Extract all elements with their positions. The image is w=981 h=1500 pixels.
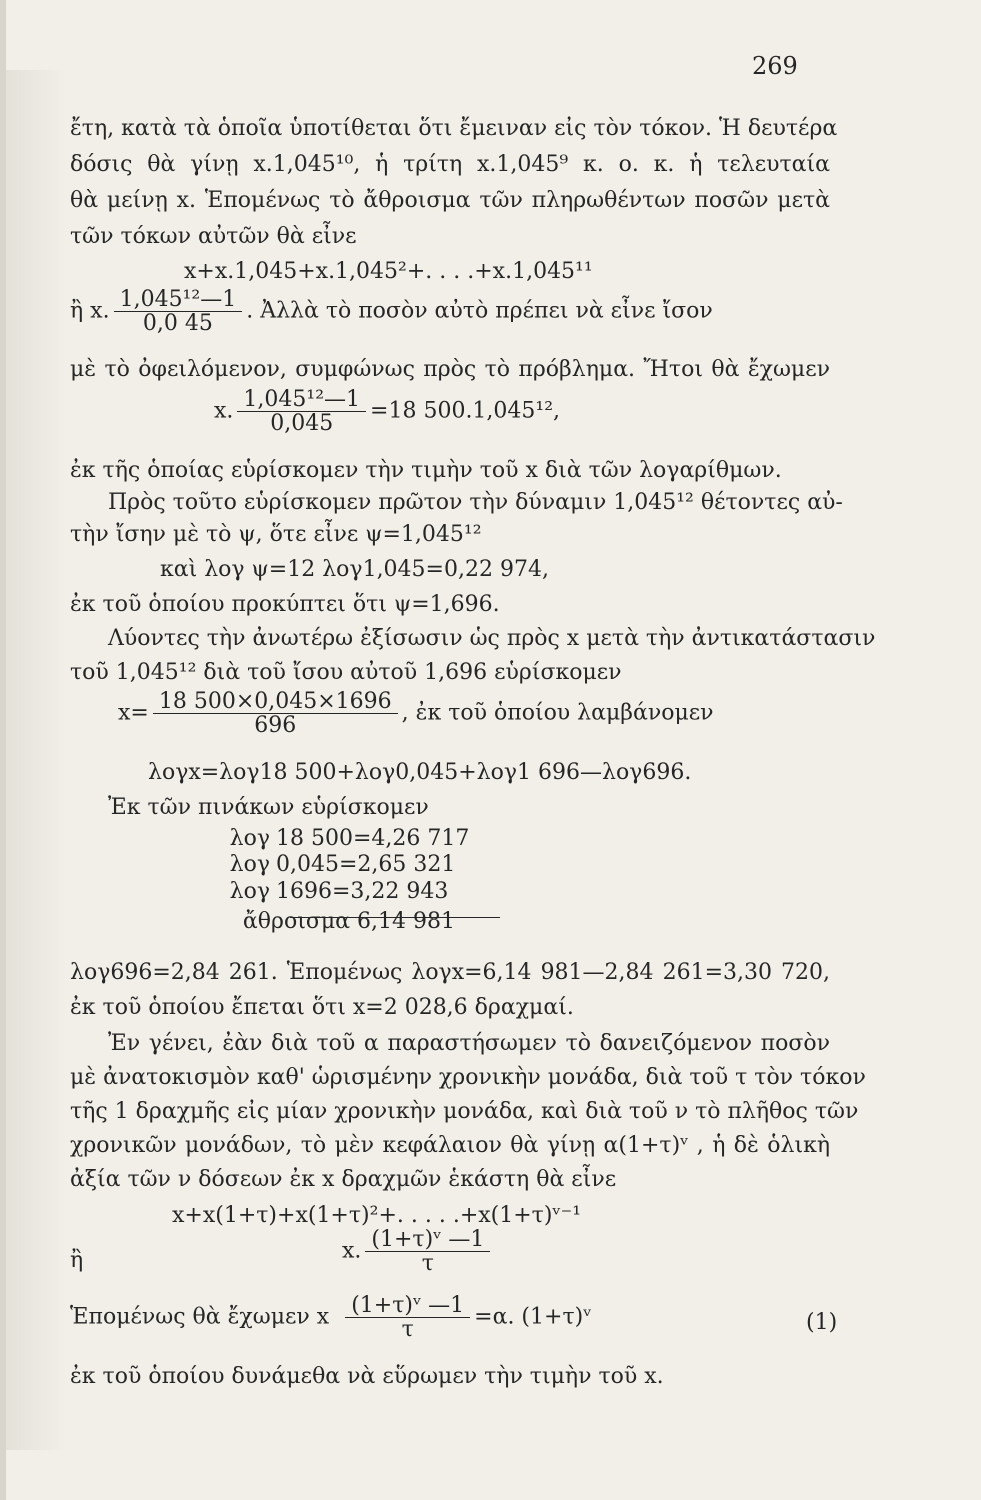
text-line: τὴν ἴσην μὲ τὸ ψ, ὅτε εἶνε ψ=1,045¹² <box>70 522 482 547</box>
equation-line: λογx=λογ18 500+λογ0,045+λογ1 696—λογ696. <box>148 760 692 785</box>
equation-prefix: ἢ x. <box>70 298 110 324</box>
equation-prefix: Ἑπομένως θὰ ἔχωμεν x <box>70 1304 330 1330</box>
equation-suffix: =18 500.1,045¹², <box>370 398 561 424</box>
text-line: ἔτη, κατὰ τὰ ὁποῖα ὑποτίθεται ὅτι ἔμειναν εἰς τὸν τόκον. Ἡ δευτέρα <box>70 116 838 141</box>
equation-sum: x+x(1+τ)+x(1+τ)²+. . . . .+x(1+τ)ᵛ⁻¹ <box>172 1203 582 1228</box>
text-line: καὶ λογ ψ=12 λογ1,045=0,22 974, <box>160 557 549 582</box>
equation-prefix: x= <box>118 700 149 726</box>
text-line: Ἐν γένει, ἐὰν διὰ τοῦ α παραστήσωμεν τὸ δανειζόμενον ποσὸν <box>108 1031 830 1056</box>
row-label: λογ <box>229 826 270 851</box>
table-row <box>150 826 469 852</box>
fraction <box>345 1294 470 1341</box>
logarithm-table <box>150 826 469 936</box>
numerator: (1+τ)ᵛ —1 <box>345 1294 470 1318</box>
table-row <box>150 852 469 878</box>
text-line: ἐκ τῆς ὁποίας εὑρίσκομεν τὴν τιμὴν τοῦ x διὰ τῶν λογαρίθμων. <box>70 458 782 483</box>
text-line: ἀξία τῶν ν δόσεων ἐκ x δραχμῶν ἑκάστη θὰ εἶνε <box>70 1167 617 1192</box>
row-value: 18 500=4,26 717 <box>276 826 470 851</box>
text-line: Ἐκ τῶν πινάκων εὑρίσκομεν <box>108 795 429 820</box>
equation-suffix: . Ἀλλὰ τὸ ποσὸν αὐτὸ πρέπει νὰ εἶνε ἴσον <box>246 298 713 324</box>
equation-fraction-line <box>70 288 713 335</box>
denominator: 0,045 <box>270 411 334 437</box>
row-value: 1696=3,22 943 <box>276 878 449 904</box>
row-value: 0,045=2,65 321 <box>276 852 456 878</box>
text-line: Πρὸς τοῦτο εὑρίσκομεν πρῶτον τὴν δύναμιν 1,045¹² θέτοντες αὐ- <box>108 490 843 515</box>
denominator: τ <box>421 1251 434 1277</box>
text-line: ἐκ τοῦ ὁποίου προκύπτει ὅτι ψ=1,696. <box>70 592 500 617</box>
row-label: λογ <box>229 878 270 904</box>
text-line: δόσις θὰ γίνῃ x.1,045¹⁰, ἡ τρίτη x.1,045⁹ κ. ο. κ. ἡ τελευταία <box>70 152 830 177</box>
text-line: ἐκ τοῦ ὁποίου δυνάμεθα νὰ εὕρωμεν τὴν τιμὴν τοῦ x. <box>70 1364 664 1389</box>
numerator: 1,045¹²—1 <box>114 288 243 312</box>
text-line: ἐκ τοῦ ὁποίου ἔπεται ὅτι x=2 028,6 δραχμαί. <box>70 995 574 1020</box>
text-line: μὲ ἀνατοκισμὸν καθ' ὡρισμένην χρονικὴν μονάδα, διὰ τοῦ τ τὸν τόκον <box>70 1065 866 1090</box>
fraction <box>237 388 366 435</box>
equation-prefix: x. <box>342 1238 362 1264</box>
equation-number: (1) <box>806 1310 838 1335</box>
equation-fraction-line <box>214 388 560 435</box>
equation-fraction-line <box>342 1228 494 1275</box>
denominator: τ <box>401 1317 414 1343</box>
equation-suffix: =α. (1+τ)ᵛ <box>474 1304 592 1330</box>
numerator: 1,045¹²—1 <box>237 388 366 412</box>
fraction <box>153 690 398 737</box>
text-line: θὰ μείνῃ x. Ἑπομένως τὸ ἄθροισμα τῶν πληρωθέντων ποσῶν μετὰ <box>70 188 830 213</box>
equation-fraction-line <box>70 1294 591 1341</box>
sum-rule <box>290 917 500 918</box>
table-row <box>150 879 469 905</box>
equation-suffix: , ἐκ τοῦ ὁποίου λαμβάνομεν <box>401 700 714 726</box>
denominator: 696 <box>254 713 297 739</box>
equation-prefix: ἢ <box>70 1248 84 1273</box>
equation-sum: x+x.1,045+x.1,045²+. . . .+x.1,045¹¹ <box>184 259 593 284</box>
numerator: (1+τ)ᵛ —1 <box>365 1228 490 1252</box>
text-line: τῶν τόκων αὐτῶν θὰ εἶνε <box>70 224 357 249</box>
table-sum-row <box>150 909 469 935</box>
page-number: 269 <box>752 52 798 80</box>
bleed-through-shadow <box>6 70 66 1450</box>
sum-label: ἄθροισμα <box>242 909 350 935</box>
text-line: μὲ τὸ ὀφειλόμενον, συμφώνως πρὸς τὸ πρόβλημα. Ἤτοι θὰ ἔχωμεν <box>70 357 830 382</box>
text-line: τῆς 1 δραχμῆς εἰς μίαν χρονικὴν μονάδα, καὶ διὰ τοῦ ν τὸ πλῆθος τῶν <box>70 1099 859 1124</box>
row-label: λογ <box>229 852 270 878</box>
text-line: τοῦ 1,045¹² διὰ τοῦ ἴσου αὐτοῦ 1,696 εὑρίσκομεν <box>70 660 622 685</box>
equation-fraction-line <box>118 690 714 737</box>
text-line: Λύοντες τὴν ἀνωτέρω ἐξίσωσιν ὡς πρὸς x μετὰ τὴν ἀντικατάστασιν <box>108 626 876 651</box>
sum-value: 6,14 981 <box>357 909 455 935</box>
numerator: 18 500×0,045×1696 <box>153 690 398 714</box>
denominator: 0,0 45 <box>142 311 213 337</box>
fraction <box>365 1228 490 1275</box>
text-line: λογ696=2,84 261. Ἑπομένως λογx=6,14 981—2,84 261=3,30 720, <box>70 960 830 985</box>
equation-prefix: x. <box>214 398 234 424</box>
fraction <box>114 288 243 335</box>
text-line: χρονικῶν μονάδων, τὸ μὲν κεφάλαιον θὰ γίνῃ α(1+τ)ᵛ , ἡ δὲ ὁλικὴ <box>70 1133 831 1158</box>
